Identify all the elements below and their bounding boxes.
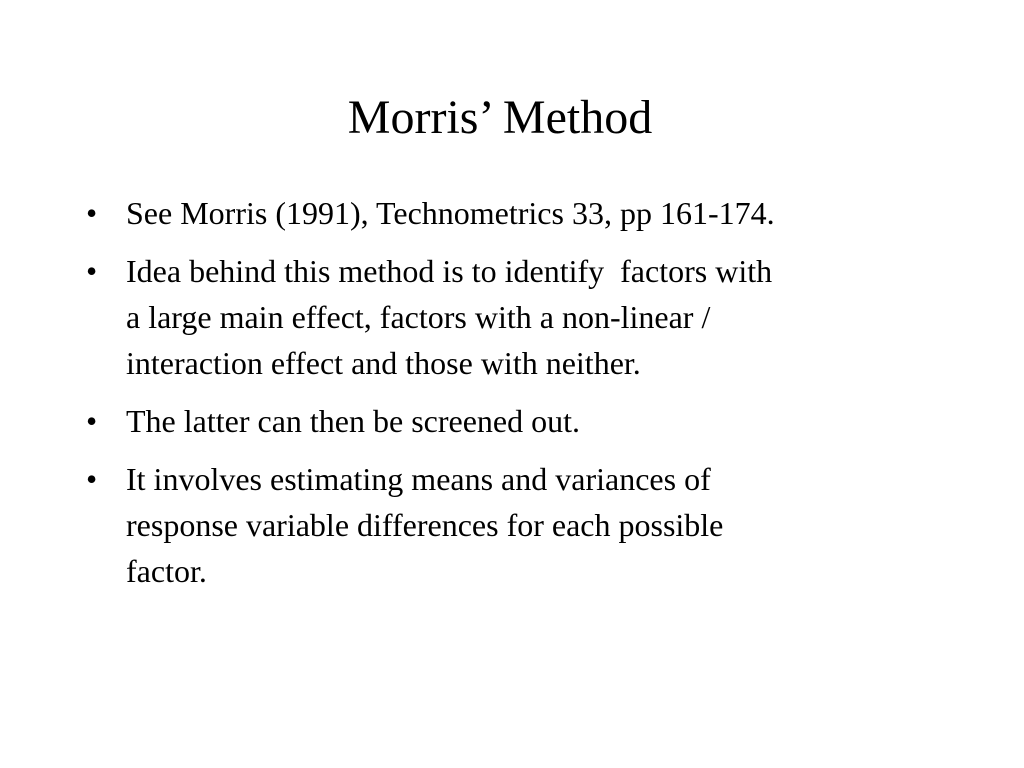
bullet-marker: • — [86, 403, 98, 439]
bullet-item — [0, 248, 946, 386]
bullet-item — [0, 190, 946, 236]
bullet-marker: • — [86, 253, 98, 289]
bullet-text-line: response variable differences for each possible — [126, 507, 724, 543]
bullet-text-line: Idea behind this method is to identify factors with — [126, 253, 773, 289]
bullet-text-line: See Morris (1991), Technometrics 33, pp 161-174. — [126, 195, 775, 231]
bullet-marker: • — [86, 195, 98, 231]
bullet-list — [0, 190, 1024, 606]
bullet-text-line: interaction effect and those with neither. — [126, 345, 641, 381]
bullet-text-line: It involves estimating means and variances of — [126, 461, 711, 497]
bullet-text-line: a large main effect, factors with a non-linear / — [126, 299, 711, 335]
bullet-text-line: factor. — [126, 553, 207, 589]
bullet-marker: • — [86, 461, 98, 497]
bullet-item — [0, 456, 946, 594]
bullet-text-line: The latter can then be screened out. — [126, 403, 580, 439]
slide-title: Morris’ Method — [347, 91, 653, 144]
bullet-item — [0, 398, 946, 444]
